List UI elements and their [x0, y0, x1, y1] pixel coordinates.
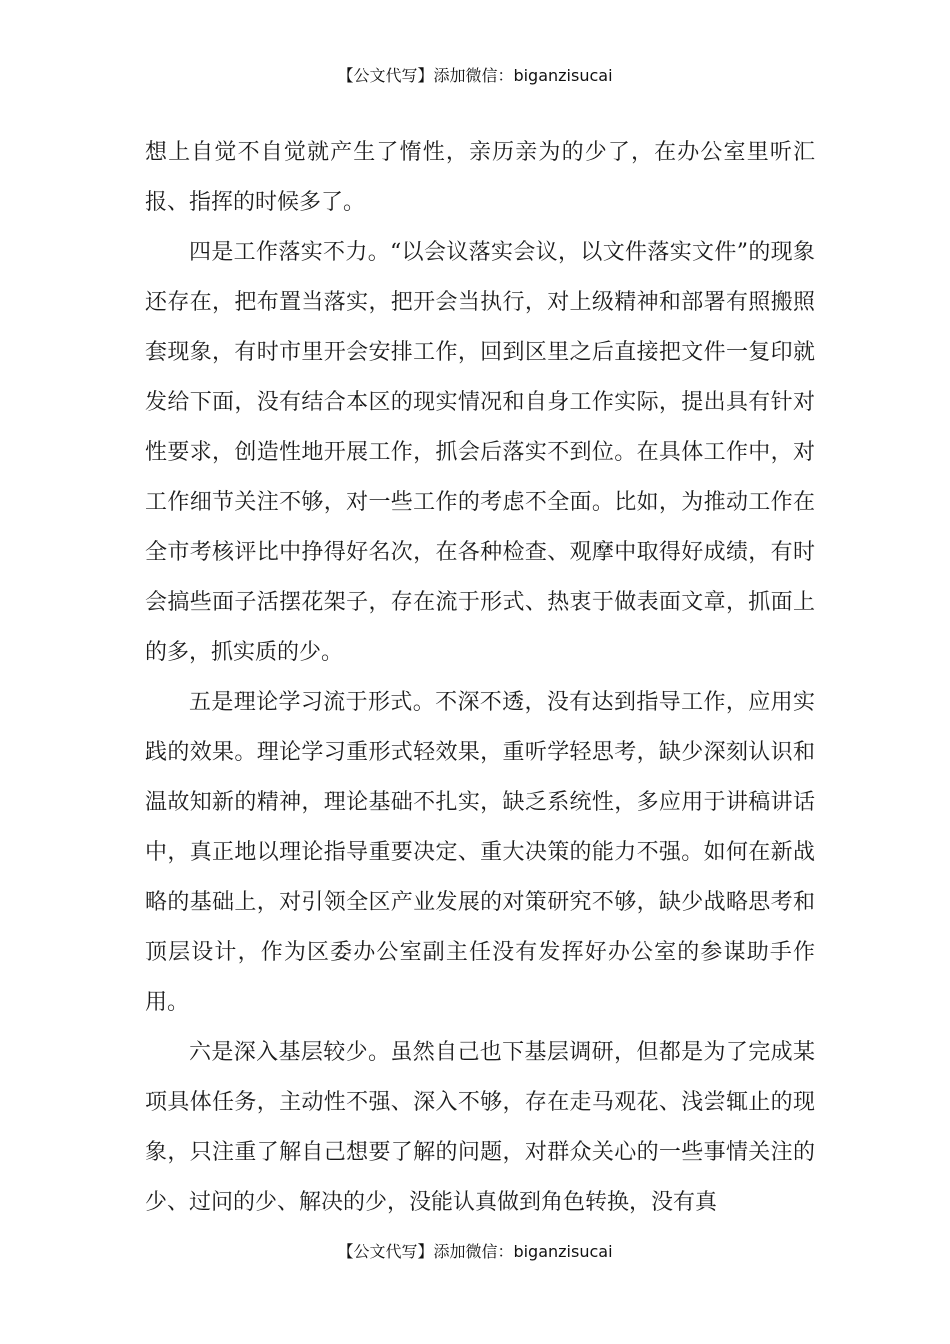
- paragraph-item-four: 四是工作落实不力。“以会议落实会议，以文件落实文件”的现象还存在，把布置当落实，把开会当执行，对上级精神和部署有照搬照套现象，有时市里开会安排工作，回到区里之后直接把文件一复印就发给下面，没有结合本区的现实情况和自身工作实际，提出具有针对性要求，创造性地开展工作，抓会后落实不到位。在具体工作中，对工作细节关注不够，对一些工作的考虑不全面。比如，为推动工作在全市考核评比中挣得好名次，在各种检查、观摩中取得好成绩，有时会搞些面子活摆花架子，存在流于形式、热衷于做表面文章，抓面上的多，抓实质的少。: [145, 240, 815, 665]
- paragraph-item-five: 五是理论学习流于形式。不深不透，没有达到指导工作，应用实践的效果。理论学习重形式轻效果，重听学轻思考，缺少深刻认识和温故知新的精神，理论基础不扎实，缺乏系统性，多应用于讲稿讲话中，真正地以理论指导重要决定、重大决策的能力不强。如何在新战略的基础上，对引领全区产业发展的对策研究不够，缺少战略思考和顶层设计，作为区委办公室副主任没有发挥好办公室的参谋助手作用。: [145, 690, 815, 1015]
- paragraph-continuation: 想上自觉不自觉就产生了惰性，亲历亲为的少了，在办公室里听汇报、指挥的时候多了。: [145, 140, 815, 215]
- paragraph-item-six: 六是深入基层较少。虽然自己也下基层调研，但都是为了完成某项具体任务，主动性不强、深入不够，存在走马观花、浅尝辄止的现象，只注重了解自己想要了解的问题，对群众关心的一些事情关注的少、过问的少、解决的少，没能认真做到角色转换，没有真: [145, 1040, 815, 1215]
- page-footer: 【公文代写】添加微信：biganzisucai: [337, 1242, 613, 1261]
- page-header: 【公文代写】添加微信：biganzisucai: [337, 66, 613, 85]
- document-body: [145, 128, 815, 1228]
